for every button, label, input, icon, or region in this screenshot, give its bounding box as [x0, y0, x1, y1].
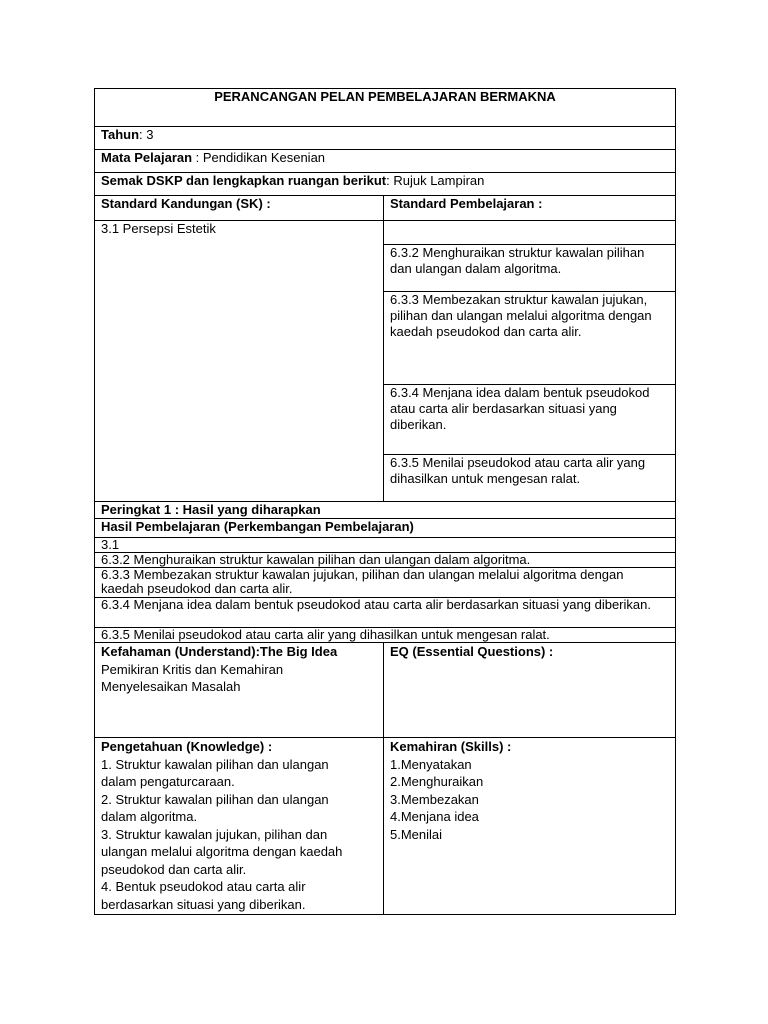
hasil-row	[95, 538, 676, 553]
tahun-label: Tahun	[101, 127, 140, 142]
sk-value: 3.1 Persepsi Estetik	[95, 221, 384, 502]
hasil-item: 3.1	[95, 538, 676, 553]
pengetahuan-line: pseudokod dan carta alir.	[101, 861, 247, 877]
hasil-row	[95, 553, 676, 568]
kefahaman-line: Menyelesaikan Masalah	[101, 679, 241, 694]
pengetahuan-line: 1. Struktur kawalan pilihan dan ulangan	[101, 756, 329, 772]
kemahiran-header: Kemahiran (Skills) :	[390, 739, 512, 754]
kemahiran-cell	[384, 738, 676, 915]
sk-header: Standard Kandungan (SK) :	[95, 196, 384, 221]
tahun-value: : 3	[139, 127, 154, 142]
peringkat-heading: Peringkat 1 : Hasil yang diharapkan	[95, 502, 676, 519]
hasil-item: 6.3.5 Menilai pseudokod atau carta alir yang dihasilkan untuk mengesan ralat.	[95, 628, 676, 643]
hasil-row	[95, 568, 676, 598]
sp-blank-cell	[384, 221, 676, 245]
mata-pelajaran-row	[95, 150, 676, 173]
tahun-row	[95, 127, 676, 150]
sp-item: 6.3.5 Menilai pseudokod atau carta alir yang dihasilkan untuk mengesan ralat.	[384, 455, 676, 502]
hasil-header: Hasil Pembelajaran (Perkembangan Pembelajaran)	[95, 519, 676, 538]
pengetahuan-line: 2. Struktur kawalan pilihan dan ulangan	[101, 791, 329, 807]
pengetahuan-line: ulangan melalui algoritma dengan kaedah	[101, 844, 343, 859]
hasil-header-row	[95, 519, 676, 538]
eq-header: EQ (Essential Questions) :	[390, 644, 554, 659]
eq-cell	[384, 643, 676, 738]
hasil-row	[95, 598, 676, 628]
mata-pelajaran-value: : Pendidikan Kesenian	[192, 150, 326, 165]
semak-row	[95, 173, 676, 196]
sp-item: 6.3.3 Membezakan struktur kawalan jujukan, pilihan dan ulangan melalui algoritma dengan kaedah pseudokod dan carta alir.	[384, 292, 676, 385]
pengetahuan-header: Pengetahuan (Knowledge) :	[101, 739, 273, 754]
title-row	[95, 89, 676, 127]
pengetahuan-line: 3. Struktur kawalan jujukan, pilihan dan	[101, 826, 328, 842]
kemahiran-line: 3.Membezakan	[390, 791, 479, 807]
semak-value: : Rujuk Lampiran	[386, 173, 485, 188]
kemahiran-line: 1.Menyatakan	[390, 756, 472, 772]
hasil-item: 6.3.3 Membezakan struktur kawalan jujukan, pilihan dan ulangan melalui algoritma dengan kaedah pseudokod dan carta alir.	[95, 568, 676, 598]
lesson-plan-table	[94, 88, 676, 915]
pengetahuan-line: dalam algoritma.	[101, 809, 198, 824]
semak-label: Semak DSKP dan lengkapkan ruangan berikut	[101, 173, 387, 188]
kefahaman-row	[95, 643, 676, 738]
hasil-item: 6.3.2 Menghuraikan struktur kawalan pilihan dan ulangan dalam algoritma.	[95, 553, 676, 568]
kemahiran-line: 2.Menghuraikan	[390, 774, 484, 789]
pengetahuan-line: berdasarkan situasi yang diberikan.	[101, 896, 306, 912]
sp-header: Standard Pembelajaran :	[384, 196, 676, 221]
kemahiran-line: 5.Menilai	[390, 826, 443, 842]
kemahiran-line: 4.Menjana idea	[390, 809, 479, 824]
knowledge-skills-row	[95, 738, 676, 915]
hasil-item: 6.3.4 Menjana idea dalam bentuk pseudokod atau carta alir berdasarkan situasi yang diberikan.	[95, 598, 676, 628]
standard-header-row	[95, 196, 676, 221]
standard-row-blank	[95, 221, 676, 245]
pengetahuan-cell	[95, 738, 384, 915]
peringkat-row	[95, 502, 676, 519]
pengetahuan-line: 4. Bentuk pseudokod atau carta alir	[101, 879, 306, 894]
sp-item: 6.3.4 Menjana idea dalam bentuk pseudokod atau carta alir berdasarkan situasi yang diberikan.	[384, 385, 676, 455]
kefahaman-line: Pemikiran Kritis dan Kemahiran	[101, 661, 284, 677]
kefahaman-cell	[95, 643, 384, 738]
kefahaman-header: Kefahaman (Understand):The Big Idea	[101, 644, 338, 659]
pengetahuan-line: dalam pengaturcaraan.	[101, 774, 235, 789]
mata-pelajaran-label: Mata Pelajaran	[101, 150, 193, 165]
sp-item: 6.3.2 Menghuraikan struktur kawalan pilihan dan ulangan dalam algoritma.	[384, 245, 676, 292]
document-title: PERANCANGAN PELAN PEMBELAJARAN BERMAKNA	[95, 89, 676, 127]
hasil-row	[95, 628, 676, 643]
